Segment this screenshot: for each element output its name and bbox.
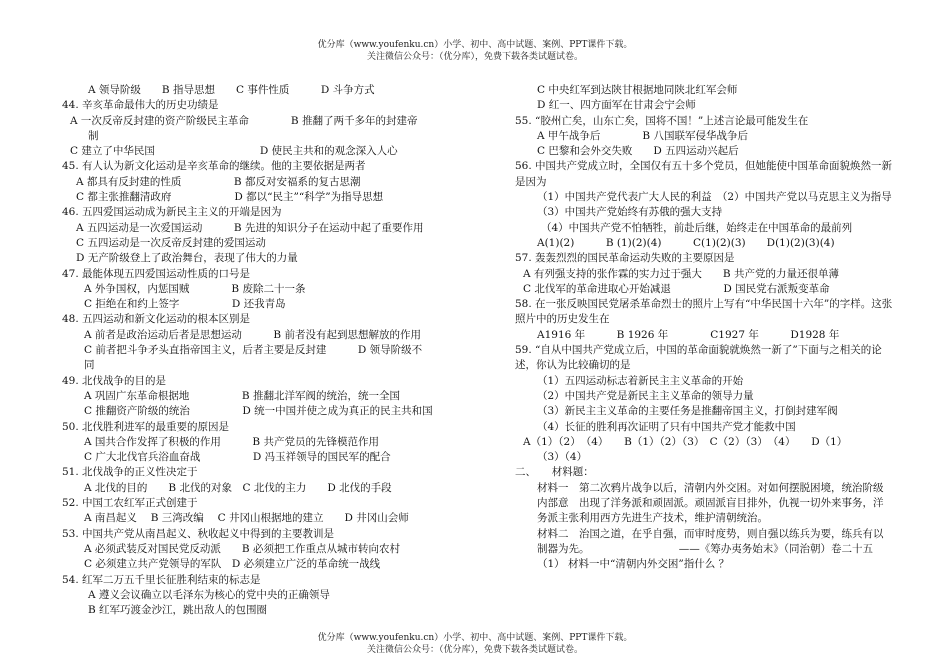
- q59-statement-3: （3）新民主主义革命的主要任务是推翻帝国主义，打倒封建军阀: [537, 405, 838, 418]
- q45-stem: 45. 有人认为新文化运动是辛亥革命的继续。他的主要依据是两者: [62, 160, 366, 173]
- page-header: [0, 39, 950, 63]
- q43-options: A 领导阶级 B 指导思想 C 事件性质 D 斗争方式: [88, 84, 375, 96]
- section-2-title: 二、 材料题：: [515, 466, 594, 479]
- q56-statement-3: （3）中国共产党始终有苏俄的强大支持: [537, 206, 723, 219]
- q54-option-b: B 红军巧渡金沙江，跳出敌人的包围圈: [88, 604, 268, 617]
- q52-options: A 南昌起义 B 三湾改编 C 井冈山根据地的建立 D 井冈山会师: [84, 512, 409, 525]
- q53-stem: 53. 中国共产党从南昌起义、秋收起义中得到的主要教训是: [62, 527, 335, 540]
- q48-option-cd: C 前者把斗争矛头直指帝国主义，后者主要是反封建 D 领导阶级不: [84, 344, 423, 357]
- q47-stem: 47. 最能体现五四爱国运动性质的口号是: [62, 267, 251, 280]
- footer-line-1: 优分库（www.youfenku.cn）小学、初中、高中试题、案例、PPT课件下载。: [317, 633, 633, 643]
- material-1: 材料一 第二次鸦片战争以后，清朝内外交困。对如何摆脱困境，统治阶级内部意 出现了洋务派和顽固派。顽固派盲目排外，仇视一切外来事务，洋务派主张利用西方先进生产技术，维护清朝统治。: [537, 481, 884, 525]
- page-footer: [0, 632, 950, 656]
- q45-option-cd: C 都主张推翻清政府 D 都以“民主”“科学”为指导思想: [76, 191, 384, 204]
- q46-stem: 46. 五四爱国运动成为新民主主义的开端是因为: [62, 206, 282, 219]
- q48-stem: 48. 五四运动和新文化运动的根本区别是: [62, 313, 251, 326]
- header-line-1: 优分库（www.youfenku.cn）小学、初中、高中试题、案例、PPT课件下载。: [317, 40, 633, 50]
- q46-option-d: D 无产阶级登上了政治舞台，表现了伟大的力量: [76, 252, 298, 265]
- q49-stem: 49. 北伐战争的目的是: [62, 374, 167, 387]
- q44-option-cd: C 建立了中华民国 D 使民主共和的观念深入人心: [70, 145, 398, 158]
- q52-stem: 52. 中国工农红军正式创建于: [62, 497, 198, 510]
- q46-option-c: C 五四运动是一次反帝反封建的爱国运动: [76, 236, 266, 249]
- q55-stem: 55. “胶州亡矣，山东亡矣，国将不国！”上述言论最可能发生在: [515, 114, 809, 127]
- q55-option-cd: C 巴黎和会外交失败 D 五四运动兴起后: [537, 145, 739, 158]
- q49-option-ab: A 巩固广东革命根据地 B 推翻北洋军阀的统治，统一全国: [84, 389, 400, 402]
- q54-stem: 54. 红军二万五千里长征胜利结束的标志是: [62, 573, 261, 586]
- q54-option-a: A 遵义会议确立以毛泽东为核心的党中央的正确领导: [88, 588, 330, 601]
- q55-option-ab: A 甲午战争后 B 八国联军侵华战争后: [537, 129, 748, 142]
- q47-option-ab: A 外争国权，内惩国贼 B 废除二十一条: [84, 282, 306, 295]
- q59-statement-2: （2）中国共产党是新民主主义革命的领导力量: [537, 389, 754, 402]
- q53-option-ab: A 必须武装反对国民党反动派 B 必须把工作重点从城市转向农村: [84, 542, 400, 555]
- q58-options: A1916 年 B 1926 年 C1927 年 D1928 年: [537, 328, 840, 341]
- q48-option-d-wrap: 同: [84, 359, 95, 372]
- left-column: [62, 83, 470, 618]
- q54-option-c: C 中央红军到达陕甘根据地同陕北红军会师: [537, 84, 738, 96]
- q50-option-ab: A 国共合作发挥了积极的作用 B 共产党员的先锋模范作用: [84, 435, 379, 448]
- q59-statement-1: （1）五四运动标志着新民主主义革命的开始: [537, 374, 744, 387]
- header-line-2: 关注微信公众号：（优分库），免费下载各类试题试卷。: [366, 52, 583, 62]
- q56-statement-1-2: （1）中国共产党代表广大人民的利益 （2）中国共产党以马克思主义为指导: [537, 191, 892, 204]
- q45-option-ab: A 都具有反封建的性质 B 都反对安福系的复古思潮: [76, 175, 361, 188]
- q51-options: A 北伐的目的 B 北伐的对象 C 北伐的主力 D 北伐的手段: [84, 481, 392, 494]
- q57-option-ab: A 有列强支持的张作霖的实力过于强大 B 共产党的力量还很单薄: [523, 267, 839, 280]
- q58-stem: 58. 在一张反映国民党屠杀革命烈士的照片上写有“中华民国十六年”的字样。这张照片中的历史发生在: [515, 298, 893, 326]
- q59-options: A（1）（2） （4） B（1）（2）（3） C（2）（3） （4） D（1）: [523, 435, 848, 448]
- footer-line-2: 关注微信公众号：（优分库），免费下载各类试题试卷。: [366, 645, 583, 655]
- q48-option-ab: A 前者是政治运动后者是思想运动 B 前者没有起到思想解放的作用: [84, 328, 421, 341]
- material-2: 材料二 治国之道，在乎自强，而审时度势，则自强以练兵为要，练兵有以制器为先。 ——《筹办夷务始末》（同治朝）卷二十五: [537, 527, 884, 555]
- q46-option-ab: A 五四运动是一次爱国运动 B 先进的知识分子在运动中起了重要作用: [76, 221, 424, 234]
- q47-option-cd: C 拒绝在和约上签字 D 还我青岛: [84, 298, 286, 311]
- q44-stem: 44. 辛亥革命最伟大的历史功绩是: [62, 99, 219, 112]
- q59-options-wrap: （3）（4）: [537, 451, 588, 464]
- q59-statement-4: （4）长征的胜利再次证明了只有中国共产党才能救中国: [537, 420, 796, 433]
- q49-option-cd: C 推翻资产阶级的统治 D 统一中国并使之成为真正的民主共和国: [84, 405, 433, 418]
- q59-stem: 59. “自从中国共产党成立后，中国的革命面貌就焕然一新了”下面与之相关的论述，你认为比较确切的是: [515, 344, 882, 372]
- q56-statement-4: （4）中国共产党不怕牺牲，前赴后继，始终走在中国革命的最前列: [541, 221, 853, 234]
- q51-stem: 51. 北伐战争的正义性决定于: [62, 466, 198, 479]
- q50-option-cd: C 广大北伐官兵浴血奋战 D 冯玉祥领导的国民军的配合: [84, 451, 391, 464]
- q50-stem: 50. 北伐胜利进军的最重要的原因是: [62, 420, 230, 433]
- q53-option-cd: C 必须建立共产党领导的军队 D 必须建立广泛的革命统一战线: [84, 558, 381, 571]
- q56-stem: 56. 中国共产党成立时，全国仅有五十多个党员，但她能使中国革命面貌焕然一新是因为: [515, 160, 893, 188]
- q54-option-d: D 红一、四方面军在甘肃会宁会师: [537, 99, 696, 112]
- q44-option-b-wrap: 制: [88, 129, 99, 142]
- material-question-1: （1） 材料一中“清朝内外交困”指什么 ？: [537, 558, 730, 571]
- q56-options: A(1)(2) B (1)(2)(4) C(1)(2)(3) D(1)(2)(3)(4): [537, 236, 835, 249]
- right-column: [515, 83, 893, 573]
- q44-option-ab: A 一次反帝反封建的资产阶级民主革命 B 推翻了两千多年的封建帝: [70, 114, 418, 127]
- q57-option-cd: C 北伐军的革命进取心开始减退 D 国民党右派叛变革命: [523, 282, 830, 295]
- q57-stem: 57. 轰轰烈烈的国民革命运动失败的主要原因是: [515, 252, 735, 265]
